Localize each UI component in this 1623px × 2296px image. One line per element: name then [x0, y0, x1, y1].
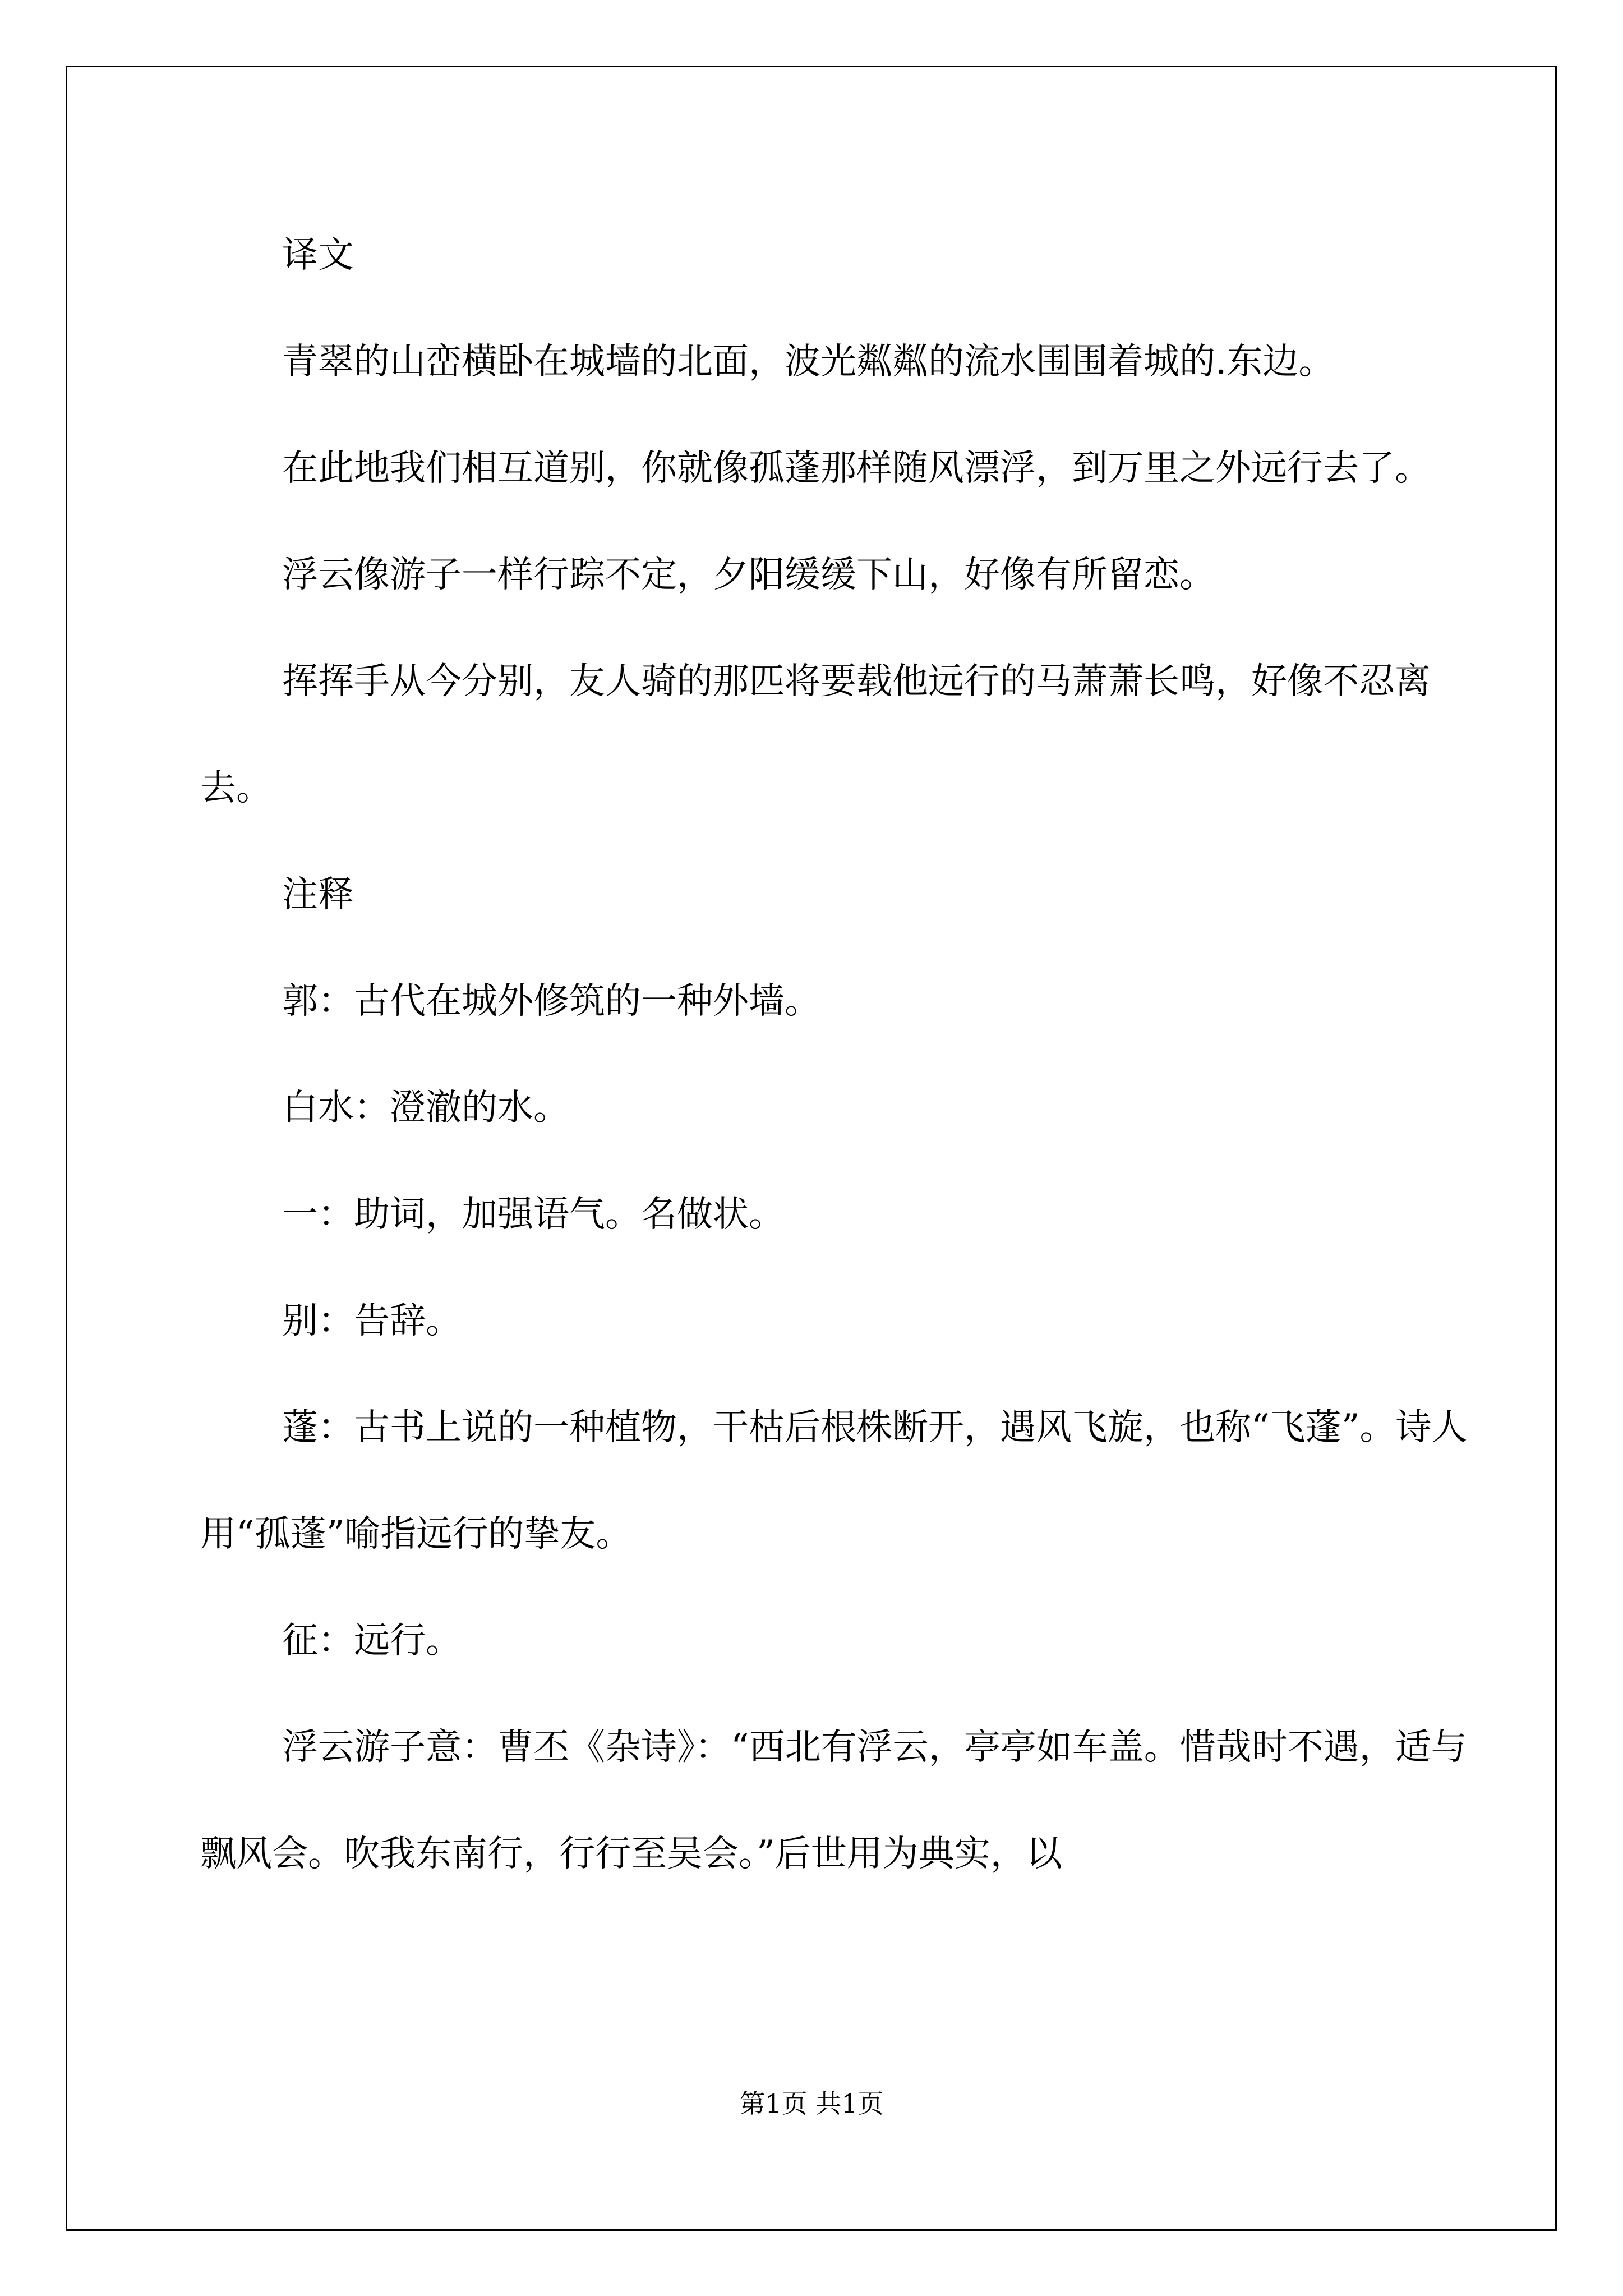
paragraph: 青翠的山峦横卧在城墙的北面，波光粼粼的流水围围着城的.东边。: [282, 341, 1335, 383]
paragraph: 浮云像游子一样行踪不定，夕阳缓缓下山，好像有所留恋。: [282, 554, 1215, 596]
paragraph: 在此地我们相互道别，你就像孤蓬那样随风漂浮，到万里之外远行去了。: [282, 448, 1431, 489]
note-item: 白水：澄澈的水。: [282, 1087, 569, 1129]
section-heading-notes: 注释: [282, 874, 354, 915]
note-item: 浮云游子意：曹丕《杂诗》：“西北有浮云，亭亭如车盖。惜哉时不遇，适与飘风会。吹我东南行，行行至吴会。”后世用为典实，以: [200, 1727, 1467, 1875]
section-heading-translation: 译文: [282, 234, 354, 276]
note-item: 一：助词，加强语气。名做状。: [282, 1194, 785, 1235]
document-body: [200, 202, 1468, 1907]
note-item: 蓬：古书上说的一种植物，干枯后根株断开，遇风飞旋，也称“飞蓬”。诗人用“孤蓬”喻指远行的挚友。: [200, 1407, 1468, 1555]
paragraph: 挥挥手从今分别，友人骑的那匹将要载他远行的马萧萧长鸣，好像不忍离去。: [200, 661, 1431, 809]
note-item: 郭：古代在城外修筑的一种外墙。: [282, 981, 820, 1022]
note-item: 征：远行。: [282, 1620, 462, 1662]
note-item: 别：告辞。: [282, 1300, 462, 1342]
page-footer: 第1页 共1页: [739, 2088, 884, 2119]
